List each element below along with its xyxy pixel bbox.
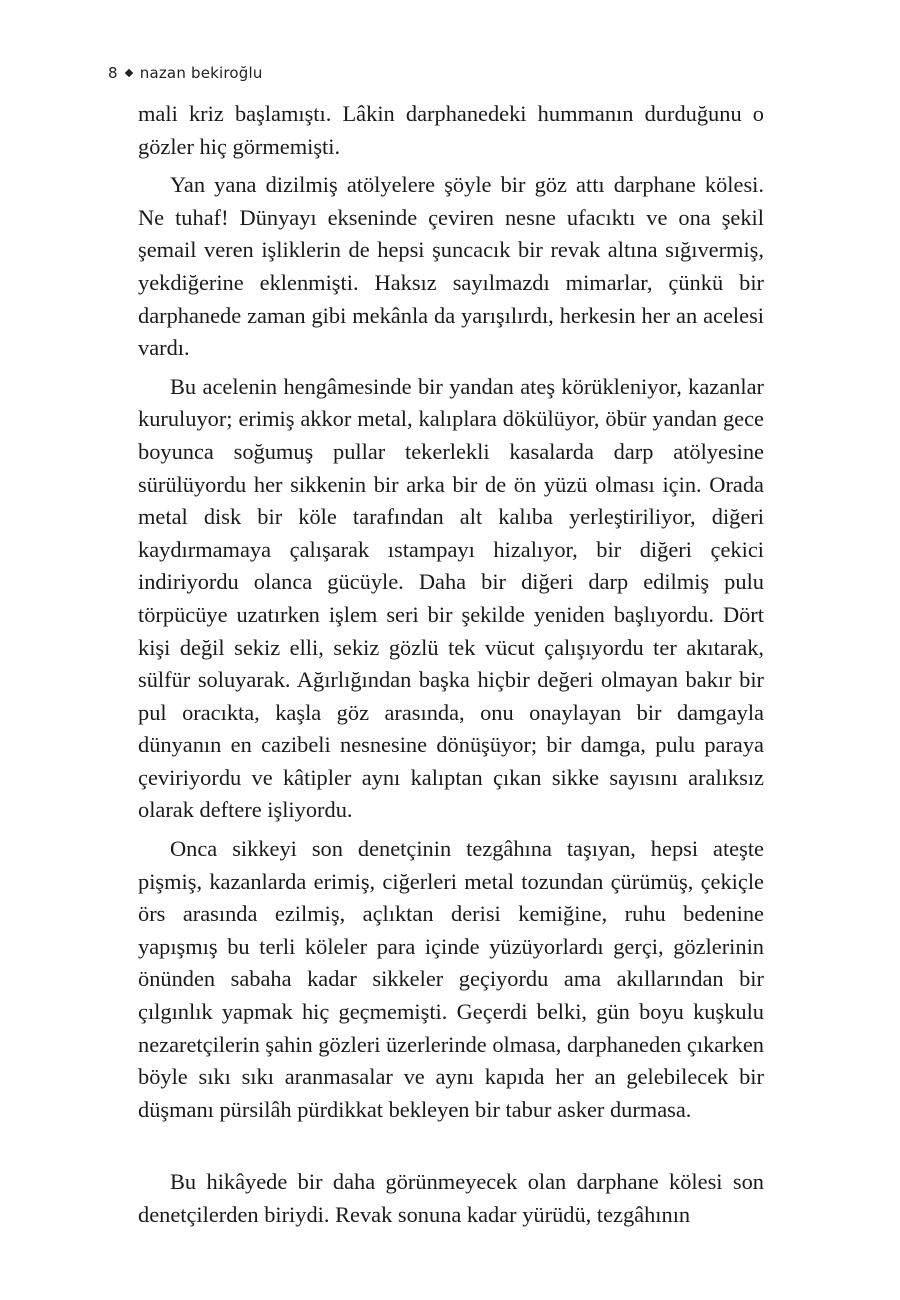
paragraph: Onca sikkeyi son denetçinin tezgâhına taşıyan, hepsi ateşte pişmiş, kazanlarda erimiş, ciğerleri metal tozundan çürümüş, çekiçle örs arasında ezilmiş, açlıktan derisi kemiğine, ruhu bedenine yapışmış bu terli köleler para içinde yüzüyorlardı gerçi, gözlerinin önünden sabaha kadar sikkeler geçiyordu ama akıllarından bir çılgınlık yapmak hiç geçmemişti. Geçerdi belki, gün boyu kuşkulu nezaretçilerin şahin gözleri üzerlerinde olmasa, darphaneden çıkarken böyle sıkı sıkı aranmasalar ve aynı kapıda her an gelebilecek bir düşmanı pürsilâh pürdikkat bekleyen bir tabur asker durmasa. bbox=[138, 836, 764, 1122]
body-text bbox=[138, 98, 764, 1232]
paragraph: Bu hikâyede bir daha görünmeyecek olan darphane kölesi son denetçilerden biriydi. Revak sonuna kadar yürüdü, tezgâhının bbox=[138, 1169, 764, 1227]
page-number: 8 bbox=[108, 64, 118, 82]
author-name: nazan bekiroğlu bbox=[139, 64, 263, 82]
paragraph: Bu acelenin hengâmesinde bir yandan ateş körükleniyor, kazanlar kuruluyor; erimiş akkor metal, kalıplara dökülüyor, öbür yandan gece boyunca soğumuş pullar tekerlekli kasalarda darp atölyesine sürülüyordu her sikkenin bir arka bir de ön yüzü olması için. Orada metal disk bir köle tarafından alt kalıba yerleştiriliyor, diğeri kaydırmamaya çalışarak ıstampayı hizalıyor, bir diğeri çekici indiriyordu olanca gücüyle. Daha bir diğeri darp edilmiş pulu törpücüye uzatırken işlem seri bir şekilde yeniden başlıyordu. Dört kişi değil sekiz elli, sekiz gözlü tek vücut çalışıyordu ter akıtarak, sülfür soluyarak. Ağırlığından başka hiçbir değeri olmayan bakır bir pul oracıkta, kaşla göz arasında, onu onaylayan bir damgayla dünyanın en cazibeli nesnesine dönüşüyor; bir damga, pulu paraya çeviriyordu ve kâtipler aynı kalıptan çıkan sikke sayısını aralıksız olarak deftere işliyordu. bbox=[138, 373, 764, 823]
paragraph: mali kriz başlamıştı. Lâkin darphanedeki hummanın durduğunu o gözler hiç görmemişti. bbox=[138, 101, 764, 159]
diamond-separator-icon bbox=[125, 69, 133, 77]
running-header bbox=[108, 64, 263, 82]
paragraph: Yan yana dizilmiş atölyelere şöyle bir göz attı darphane kölesi. Ne tuhaf! Dünyayı ekseninde çeviren nesne ufacıktı ve ona şekil şemail veren işliklerin de hepsi şuncacık bir revak altına sığıvermiş, yekdiğerine eklenmişti. Haksız sayılmazdı mimarlar, çünkü bir darphanede zaman gibi mekânla da yarışılırdı, herkesin her an acelesi vardı. bbox=[138, 172, 764, 361]
